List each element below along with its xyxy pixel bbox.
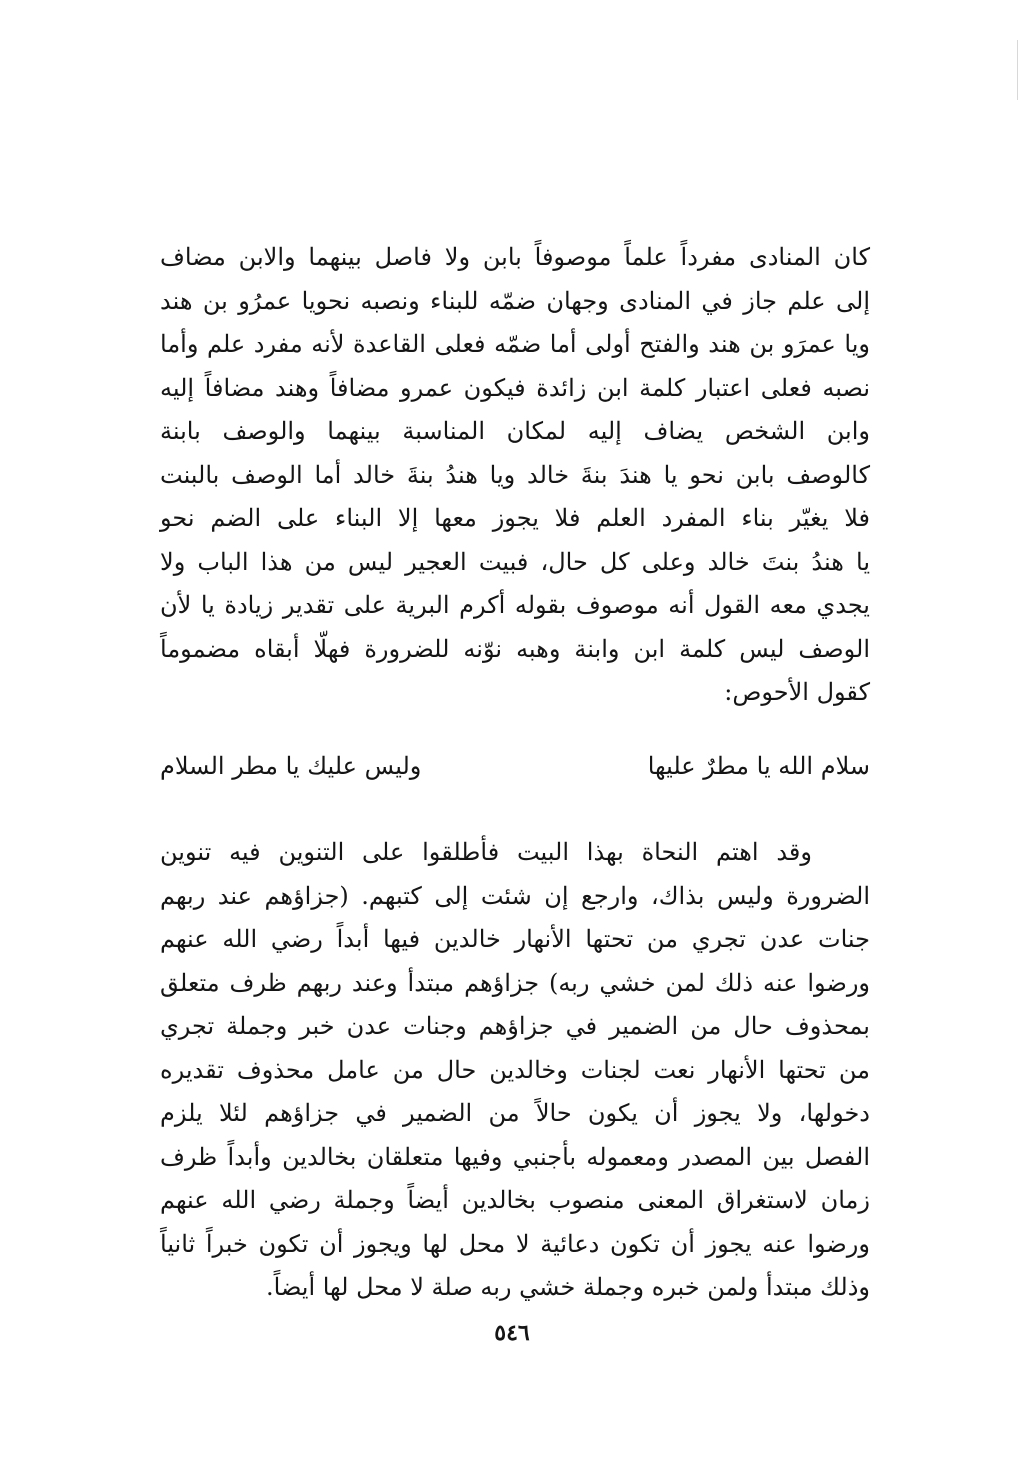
paragraph-1-line: كقول الأحوص: <box>724 678 870 706</box>
paragraph-2-line: دخولها، ولا يجوز أن يكون حالاً من الضمير في جزاؤهم لئلا يلزم <box>160 1099 870 1127</box>
paragraph-1-line: كالوصف بابن نحو يا هندَ بنةَ خالد ويا هندُ بنةَ خالد أما الوصف بالبنت <box>160 460 870 489</box>
paragraph-1-line: ويا عمرَو بن هند والفتح أولى أما ضمّه فعلى القاعدة لأنه مفرد علم وأما <box>160 330 870 358</box>
paragraph-1-line: يجدي معه القول أنه موصوف بقوله أكرم البرية على تقدير زيادة يا لأن <box>160 591 870 619</box>
paragraph-2-line: من تحتها الأنهار نعت لجنات وخالدين حال من عامل محذوف تقديره <box>160 1055 870 1084</box>
verse-second-hemistich: وليس عليك يا مطر السلام <box>160 752 422 780</box>
paragraph-1-line: إلى علم جاز في المنادى وجهان ضمّه للبناء ونصبه نحويا عمرُو بن هند <box>160 286 870 315</box>
page-number: ٥٤٦ <box>494 1320 530 1346</box>
paragraph-1-line: فلا يغيّر بناء المفرد العلم فلا يجوز معها إلا البناء على الضم نحو <box>160 504 870 532</box>
paragraph-1-line: يا هندُ بنتَ خالد وعلى كل حال، فبيت العجير ليس من هذا الباب ولا <box>160 547 870 576</box>
paragraph-2-line: ورضوا عنه ذلك لمن خشي ربه) جزاؤهم مبتدأ وعند ربهم ظرف متعلق <box>160 968 870 997</box>
verse-first-hemistich: سلام الله يا مطرٌ عليها <box>647 752 870 780</box>
poetry-verse <box>160 746 870 786</box>
paragraph-2 <box>160 831 870 1310</box>
paragraph-2-line: جنات عدن تجري من تحتها الأنهار خالدين فيها أبداً رضي الله عنهم <box>160 925 870 953</box>
paragraph-2-line: بمحذوف حال من الضمير في جزاؤهم وجنات عدن خبر وجملة تجري <box>160 1012 870 1040</box>
paragraph-2-line: الفصل بين المصدر ومعموله بأجنبي وفيها متعلقان بخالدين وأبداً ظرف <box>160 1142 870 1171</box>
paragraph-2-line: الضرورة وليس بذاك، وارجع إن شئت إلى كتبهم. (جزاؤهم عند ربهم <box>160 881 870 910</box>
paragraph-1-line: وابن الشخص يضاف إليه لمكان المناسبة بينهما والوصف بابنة <box>160 417 870 445</box>
paragraph-1-line: كان المنادى مفرداً علماً موصوفاً بابن ولا فاصل بينهما والابن مضاف <box>160 243 870 271</box>
paragraph-1-line: نصبه فعلى اعتبار كلمة ابن زائدة فيكون عمرو مضافاً وهند مضافاً إليه <box>160 373 870 402</box>
paragraph-2-line: ورضوا عنه يجوز أن تكون دعائية لا محل لها ويجوز أن تكون خبراً ثانياً <box>160 1229 870 1258</box>
paragraph-2-line: وذلك مبتدأ ولمن خبره وجملة خشي ربه صلة لا محل لها أيضاً. <box>266 1273 870 1301</box>
paragraph-2-line: زمان لاستغراق المعنى منصوب بخالدين أيضاً وجملة رضي الله عنهم <box>160 1186 870 1214</box>
paragraph-2-line: وقد اهتم النحاة بهذا البيت فأطلقوا على التنوين فيه تنوين <box>160 838 812 866</box>
paragraph-1-line: الوصف ليس كلمة ابن وابنة وهبه نوّنه للضرورة فهلّا أبقاه مضموماً <box>160 634 870 663</box>
paragraph-1 <box>160 236 870 715</box>
page-edge-mark <box>1017 40 1018 100</box>
